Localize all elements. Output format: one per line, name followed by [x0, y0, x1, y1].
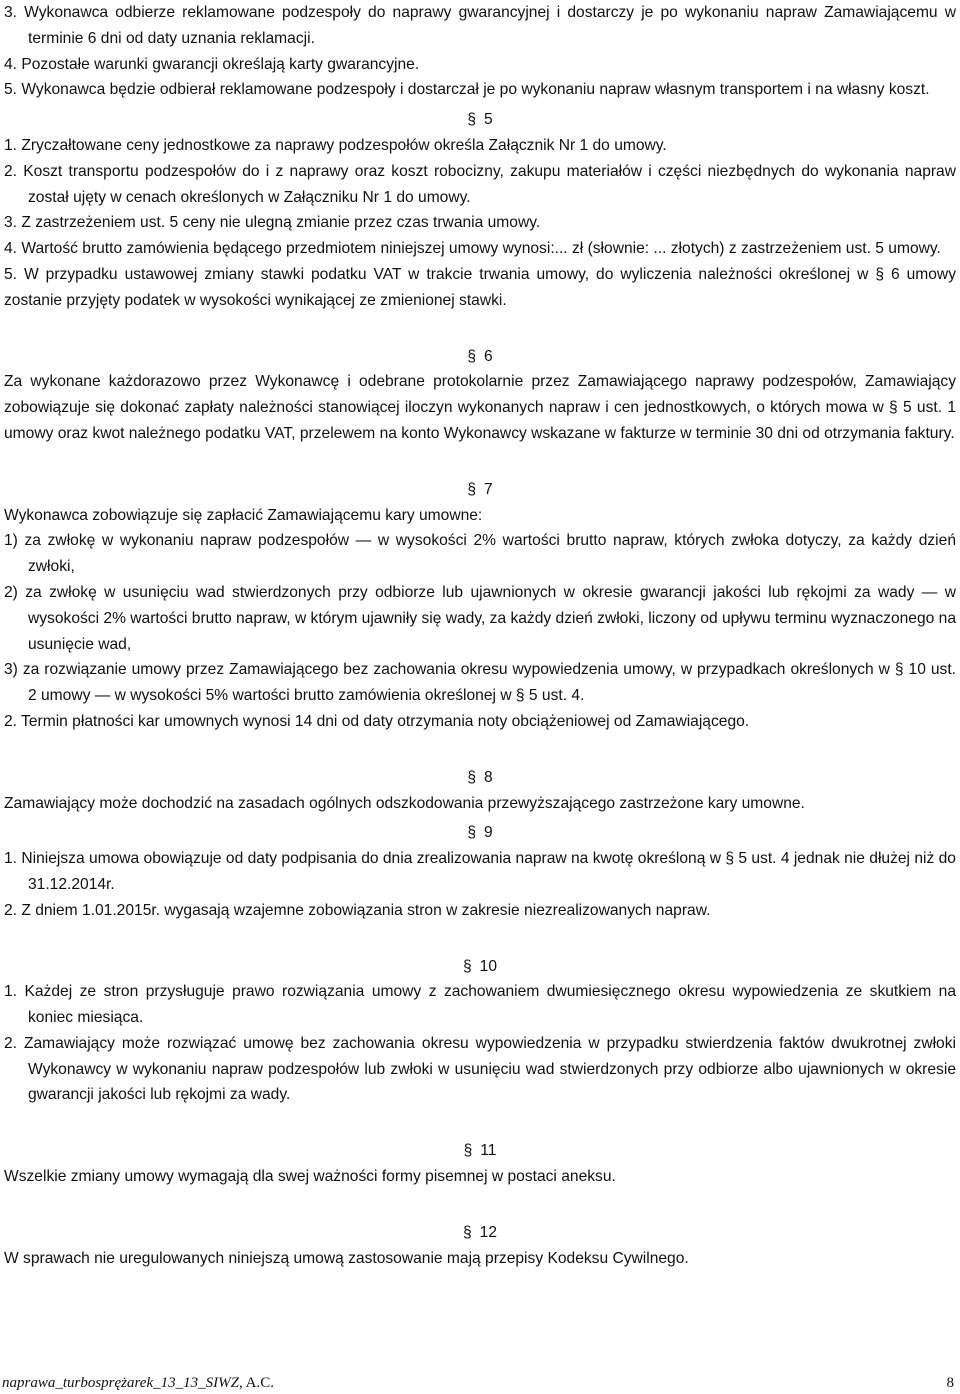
list-item: 3) za rozwiązanie umowy przez Zamawiającego bez zachowania okresu wypowiedzenia umowy, w przypadkach określonych w § 10 ust. 2 umowy — w wysokości 5% wartości brutto zamówienia określonej w § 5 ust. 4.: [4, 661, 956, 705]
section-heading-12: [4, 1220, 956, 1246]
paragraph: Wszelkie zmiany umowy wymagają dla swej ważności formy pisemnej w postaci aneksu.: [4, 1168, 616, 1186]
section-number: 5: [484, 111, 493, 129]
section-symbol: §: [462, 957, 472, 975]
paragraph: W sprawach nie uregulowanych niniejszą umową zastosowanie mają przepisy Kodeksu Cywilnego.: [4, 1249, 689, 1267]
section-symbol: §: [463, 1142, 473, 1160]
list-item: 4. Pozostałe warunki gwarancji określają karty gwarancyjne.: [4, 55, 420, 73]
footer-filename: naprawa_turbosprężarek_13_13_SIWZ: [2, 1375, 239, 1391]
section-number: 11: [480, 1142, 497, 1160]
section-symbol: §: [467, 111, 476, 129]
section-number: 6: [484, 347, 493, 365]
page-number: 8: [946, 1375, 954, 1391]
section-heading-10: [4, 954, 956, 980]
list-item: 1. Zryczałtowane ceny jednostkowe za naprawy podzespołów określa Załącznik Nr 1 do umowy.: [4, 136, 667, 154]
list-item: 3. Wykonawca odbierze reklamowane podzespoły do naprawy gwarancyjnej i dostarczy je po wykonaniu napraw Zamawiającemu w terminie 6 dni od daty uznania reklamacji.: [4, 4, 956, 47]
paragraph: Wykonawca zobowiązuje się zapłacić Zamawiającemu kary umowne:: [4, 506, 483, 524]
paragraph: Za wykonane każdorazowo przez Wykonawcę i odebrane protokolarnie przez Zamawiającego naprawy podzespołów, Zamawiający zobowiązuje się dokonać zapłaty należności stanowiącej iloczyn wykonanych napraw i cen jednostkowych, o których mowa w § 5 ust. 1 umowy oraz kwot należnego podatku VAT, przelewem na konto Wykonawcy wskazane w fakturze w terminie 30 dni od otrzymania faktury.: [4, 373, 956, 442]
list-item: 2) za zwłokę w usunięciu wad stwierdzonych przy odbiorze lub ujawnionych w okresie gwarancji jakości lub rękojmi za wady — w wysokości 2% wartości brutto napraw, w którym ujawniły się wady, za każdy dzień zwłoki, liczony od upływu terminu wyznaczonego na usunięcie wad,: [4, 583, 956, 653]
paragraph: Zamawiający może dochodzić na zasadach ogólnych odszkodowania przewyższającego zastrzeżone kary umowne.: [4, 794, 805, 812]
section-symbol: §: [467, 480, 476, 498]
list-item: 2. Termin płatności kar umownych wynosi 14 dni od daty otrzymania noty obciążeniowej od Zamawiającego.: [4, 712, 750, 730]
page-footer: [2, 1372, 954, 1394]
section-number: 7: [484, 480, 493, 498]
list-item: 3. Z zastrzeżeniem ust. 5 ceny nie ulegną zmianie przez czas trwania umowy.: [4, 214, 541, 232]
section-heading-7: [4, 477, 956, 503]
section-number: 12: [479, 1223, 498, 1241]
section-number: 9: [484, 824, 493, 842]
section-heading-8: [4, 765, 956, 791]
section-symbol: §: [467, 824, 476, 842]
list-item: 1. Niniejsza umowa obowiązuje od daty podpisania do dnia zrealizowania napraw na kwotę określoną w § 5 ust. 4 jednak nie dłużej niż do 31.12.2014r.: [4, 850, 956, 893]
section-number: 10: [479, 957, 498, 975]
section-heading-11: [4, 1138, 956, 1164]
section-heading-5: [4, 107, 956, 133]
section-symbol: §: [467, 347, 476, 365]
list-item: 2. Koszt transportu podzespołów do i z naprawy oraz koszt robocizny, zakupu materiałów i części niezbędnych do wykonania napraw został ujęty w cenach określonych w Załączniku Nr 1 do umowy.: [4, 162, 956, 206]
list-item: 1) za zwłokę w wykonaniu napraw podzespołów — w wysokości 2% wartości brutto napraw, których zwłoka dotyczy, za każdy dzień zwłoki,: [4, 532, 956, 576]
section-heading-6: [4, 344, 956, 370]
list-item: 2. Zamawiający może rozwiązać umowę bez zachowania okresu wypowiedzenia w przypadku stwierdzenia faktów dwukrotnej zwłoki Wykonawcy w wykonaniu napraw podzespołów lub zwłoki w usunięciu wad stwierdzonych przy odbiorze albo ujawnionych w okresie gwarancji jakości lub rękojmi za wady.: [4, 1034, 956, 1104]
section-number: 8: [484, 768, 493, 786]
section-heading-9: [4, 820, 956, 846]
section-symbol: §: [467, 768, 476, 786]
list-item: 1. Każdej ze stron przysługuje prawo rozwiązania umowy z zachowaniem dwumiesięcznego okresu wypowiedzenia ze skutkiem na koniec miesiąca.: [4, 983, 956, 1027]
list-item: 4. Wartość brutto zamówienia będącego przedmiotem niniejszej umowy wynosi:... zł (słownie: ... złotych) z zastrzeżeniem ust. 5 umowy.: [4, 240, 941, 258]
list-item: 5. W przypadku ustawowej zmiany stawki podatku VAT w trakcie trwania umowy, do wyliczenia należności określonej w § 6 umowy zostanie przyjęty podatek w wysokości wynikającej ze zmienionej stawki.: [4, 265, 956, 309]
footer-suffix: , A.C.: [238, 1375, 274, 1391]
section-symbol: §: [462, 1223, 472, 1241]
list-item: 2. Z dniem 1.01.2015r. wygasają wzajemne zobowiązania stron w zakresie niezrealizowanych napraw.: [4, 901, 711, 919]
list-item: 5. Wykonawca będzie odbierał reklamowane podzespoły i dostarczał je po wykonaniu napraw własnym transportem i na własny koszt.: [4, 81, 930, 99]
